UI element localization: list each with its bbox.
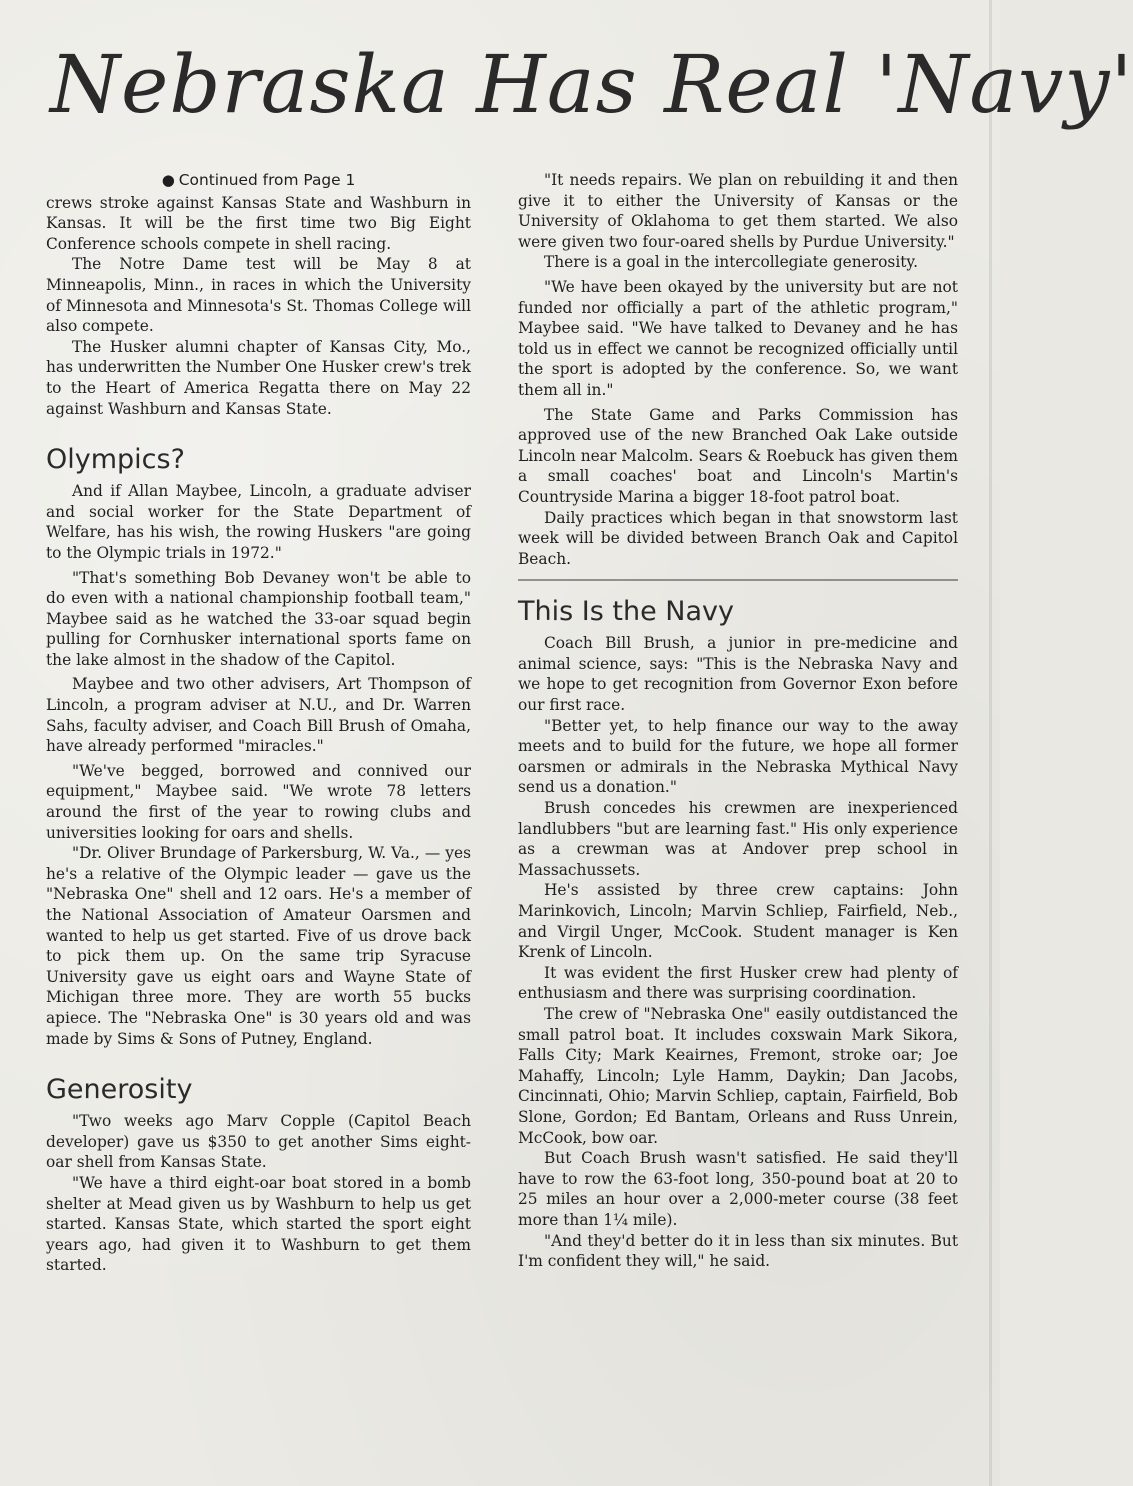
paragraph: "And they'd better do it in less than six minutes. But I'm confident they will," he said. [518,1231,958,1271]
section-heading-olympics: Olympics? [46,444,185,476]
paragraph: There is a goal in the intercollegiate generosity. [544,253,918,272]
paragraph: And if Allan Maybee, Lincoln, a graduate adviser and social worker for the State Department of Welfare, has his wish, the rowing Huskers "are going to the Olympic trials in 1972." [46,482,471,562]
paragraph: crews stroke against Kansas State and Washburn in Kansas. It will be the first time two Big Eight Conference schools compete in shell racing. [46,193,471,253]
paragraph: It was evident the first Husker crew had plenty of enthusiasm and there was surprising coordination. [518,963,958,1003]
continued-line [46,170,471,191]
paragraph: He's assisted by three crew captains: John Marinkovich, Lincoln; Marvin Schliep, Fairfield, Neb., and Virgil Unger, McCook. Student manager is Ken Krenk of Lincoln. [518,881,958,962]
paragraph: "Two weeks ago Marv Copple (Capitol Beach developer) gave us $350 to get another Sims eight-oar shell from Kansas State. [46,1112,471,1172]
paragraph: "That's something Bob Devaney won't be able to do even with a national championship football team," Maybee said as he watched the 33-oar squad begin pulling for Cornhusker international sports fame on the lake almost in the shadow of the Capitol. [46,568,471,669]
paragraph: The Notre Dame test will be May 8 at Minneapolis, Minn., in races in which the University of Minnesota and Minnesota's St. Thomas College will also compete. [46,255,471,336]
section-heading-generosity: Generosity [46,1074,193,1106]
paragraph: The Husker alumni chapter of Kansas City, Mo., has underwritten the Number One Husker crew's trek to the Heart of America Regatta there on May 22 against Washburn and Kansas State. [46,337,471,418]
left-column [46,170,471,1276]
paragraph: "We've begged, borrowed and connived our equipment," Maybee said. "We wrote 78 letters around the first of the year to rowing clubs and universities looking for oars and shells. [46,761,471,842]
paragraph: Brush concedes his crewmen are inexperienced landlubbers "but are learning fast." His only experience as a crewman was at Andover prep school in Massachussets. [518,799,958,879]
page-fold-shadow [989,0,992,1486]
paragraph: "We have been okayed by the university but are not funded nor officially a part of the athletic program," Maybee said. "We have talked to Devaney and he has told us in effect we cannot be recognized officially until the sport is adopted by the conference. So, we want them all in." [518,277,958,399]
paragraph: Daily practices which began in that snowstorm last week will be divided between Branch Oak and Capitol Beach. [518,508,958,568]
paragraph: Coach Bill Brush, a junior in pre-medicine and animal science, says: "This is the Nebraska Navy and we hope to get recognition from Governor Exon before our first race. [518,634,958,715]
right-column [518,170,958,1272]
paragraph: Maybee and two other advisers, Art Thompson of Lincoln, a program adviser at N.U., and Dr. Warren Sahs, faculty adviser, and Coach Bill Brush of Omaha, have already performed "miracles." [46,675,471,756]
paragraph: The State Game and Parks Commission has approved use of the new Branched Oak Lake outside Lincoln near Malcolm. Sears & Roebuck has given them a small coaches' boat and Lincoln's Martin's Countryside Marina a bigger 18-foot patrol boat. [518,405,958,506]
paragraph: "We have a third eight-oar boat stored in a bomb shelter at Mead given us by Washburn to help us get started. Kansas State, which started the sport eight years ago, had given it to Washburn to get them started. [46,1173,471,1275]
bullet-icon: ● [161,171,175,189]
paragraph: "It needs repairs. We plan on rebuilding it and then give it to either the University of Kansas or the University of Oklahoma to get them started. We also were given two four-oared shells by Purdue University." [518,171,958,251]
section-heading-navy: This Is the Navy [518,596,734,628]
column-rule [518,579,958,581]
headline: Nebraska Has Real 'Navy' [50,38,1133,131]
paragraph: "Dr. Oliver Brundage of Parkersburg, W. Va., — yes he's a relative of the Olympic leader — gave us the "Nebraska One" shell and 12 oars. He's a member of the National Association of Amateur Oarsmen and wanted to help us get started. Five of us drove back to pick them up. On the same trip Syracuse University gave us eight oars and Wayne State of Michigan three more. They are worth 55 bucks apiece. The "Nebraska One" is 30 years old and was made by Sims & Sons of Putney, England. [46,844,471,1048]
paragraph: "Better yet, to help finance our way to the away meets and to build for the future, we hope all former oarsmen or admirals in the Nebraska Mythical Navy send us a donation." [518,716,958,797]
paragraph: The crew of "Nebraska One" easily outdistanced the small patrol boat. It includes coxswain Mark Sikora, Falls City; Mark Keairnes, Fremont, stroke oar; Joe Mahaffy, Lincoln; Lyle Hamm, Daykin; Dan Jacobs, Cincinnati, Ohio; Marvin Schliep, captain, Fairfield, Bob Slone, Gordon; Ed Bantam, Orleans and Russ Unrein, McCook, bow oar. [518,1004,958,1147]
continued-text: Continued from Page 1 [178,171,356,189]
paragraph: But Coach Brush wasn't satisfied. He said they'll have to row the 63-foot long, 350-pound boat at 20 to 25 miles an hour over a 2,000-meter course (38 feet more than 1¼ mile). [518,1149,958,1229]
